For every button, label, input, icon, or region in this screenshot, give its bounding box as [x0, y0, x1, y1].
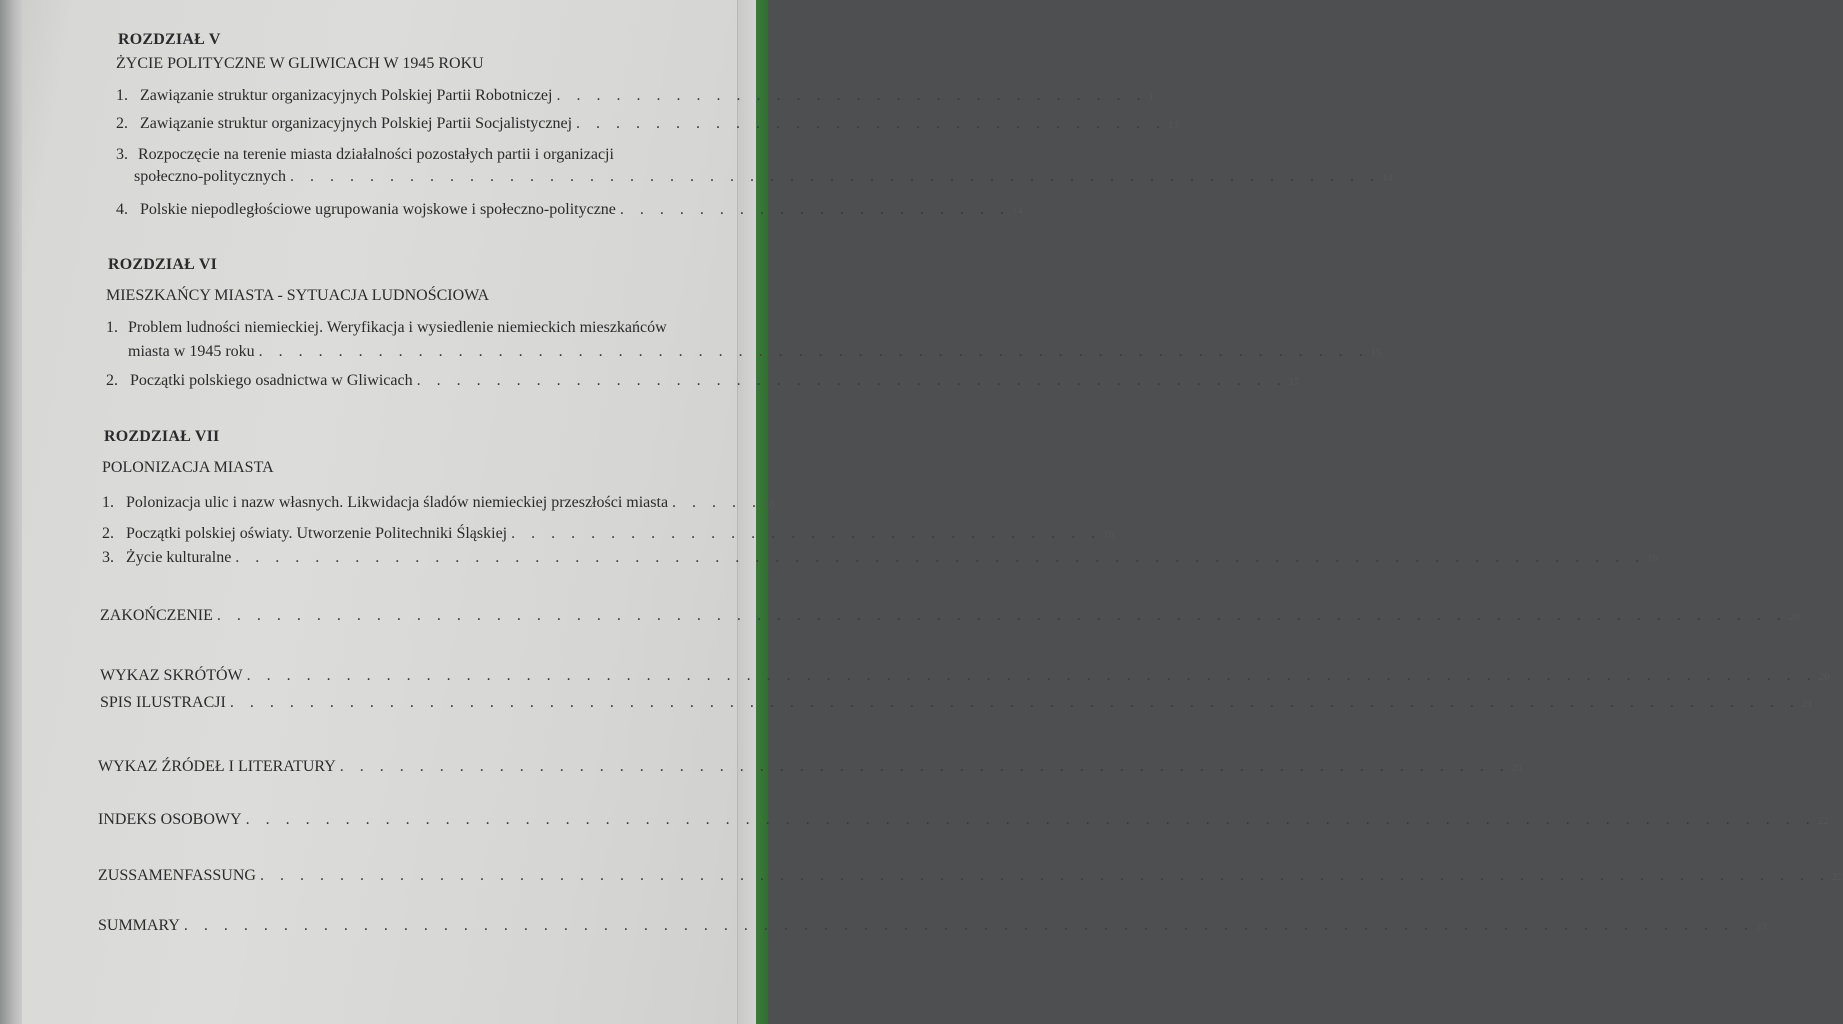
- chapter-v-heading: ROZDZIAŁ V: [118, 31, 221, 48]
- toc-entry-zakonczenie: [100, 606, 1800, 627]
- toc-entry-v-3-line2: [134, 167, 1393, 188]
- toc-entry-number: 1.: [102, 494, 114, 511]
- toc-entry-number: 3.: [116, 146, 128, 163]
- leader-dots: . . . . . . . . . . . . . . . . . . . . . . . . . . . . . . . . . . . . . . . . . . . . . . . . . . . . . . . . . . . . . . . . . . . . . . . . . . . . . . .: [229, 694, 1800, 711]
- leader-dots: . . . . . . . . . . . . . . . . . . . . . . . . . . . . . . . . . . . . . . . . . . . . . . . . . . . . . . . . . . . . . . . . . . . . . . . . . . . . . . .: [245, 811, 1816, 828]
- toc-entry-text: Zawiązanie struktur organizacyjnych Polskiej Partii Robotniczej: [140, 87, 553, 104]
- chapter-vi-title: MIESZKAŃCY MIASTA - SYTUACJA LUDNOŚCIOWA: [106, 287, 490, 304]
- toc-entry-zussamenfassung: [98, 866, 1843, 887]
- leader-dots: . . . . . . . . . . . . . . . . . . . . . . . . . . . . . . . . . . . . . . . . . . . . . . . . . . . . . . . . . . . . . . . . . . . . . . . . . . . . . . .: [216, 607, 1787, 624]
- toc-entry-text: Problem ludności niemieckiej. Weryfikacja i wysiedlenie niemieckich mieszkańców: [128, 319, 667, 336]
- toc-entry-text: SUMMARY: [98, 917, 180, 934]
- toc-entry-text: Zawiązanie struktur organizacyjnych Polskiej Partii Socjalistycznej: [140, 115, 573, 132]
- toc-entry-text: WYKAZ ŹRÓDEŁ I LITERATURY: [98, 758, 336, 775]
- toc-entry-summary: [98, 916, 1767, 937]
- toc-entry-v-3-line1: [116, 145, 614, 165]
- leader-dots: . . . . . . . . . . . . . . . . . . . . . . . . . . . . . . . . . . . . . . . . . . . . . . . . . . . . . . . .: [258, 343, 1369, 360]
- toc-entry-indeks-osobowy: [98, 810, 1829, 831]
- leader-dots: . . . . . . . . . . . . . . . . . . . .: [619, 201, 1010, 218]
- toc-entry-page: 19: [1647, 553, 1659, 565]
- leader-dots: . . . . . . . . . . . . . . . . . . . . . . . . . . . . . . . . . . . . . . . . . . . . . . . . . . . . . . . . . . . . . . . . . . . . . . . . . . . . . . .: [183, 917, 1754, 934]
- toc-entry-text: Początki polskiego osadnictwa w Gliwicach: [130, 372, 413, 389]
- toc-entry-number: 3.: [102, 549, 114, 566]
- toc-entry-vii-2: [102, 524, 1115, 545]
- toc-entry-text: Rozpoczęcie na terenie miasta działalności pozostałych partii i organizacji: [138, 146, 614, 163]
- toc-entry-page: 20: [1818, 671, 1830, 683]
- leader-dots: . . . . . . . . . . . . . . . . . . . . . . . . . . . . . . . . . . . . . . . . . . . . . . . . . . . . . . .: [289, 168, 1380, 185]
- toc-entry-v-4: [116, 200, 1023, 221]
- toc-entry-number: 1.: [106, 319, 118, 336]
- leader-dots: . . . . . . . . . . . . . . . . . . . . . . . . . . . . . . . . . . . . . . . . . . . . . . . . . . . . . . . . . . . . . . . . . . . . . . .: [235, 549, 1646, 566]
- toc-entry-page: 1:: [1148, 91, 1158, 103]
- toc-entry-text: WYKAZ SKRÓTÓW: [100, 667, 243, 684]
- leader-dots: . . . . . . . . . . . . . . . . . . . . . . . . . . . . . .: [511, 525, 1102, 542]
- toc-entry-page: 13: [1168, 119, 1180, 131]
- toc-entry-vi-1-line2: [128, 342, 1382, 363]
- toc-entry-page: 23: [1755, 921, 1767, 933]
- toc-entry-page: 15: [1370, 347, 1382, 359]
- toc-entry-number: 2.: [106, 372, 118, 389]
- toc-entry-spis-ilustracji: [100, 693, 1813, 714]
- toc-entry-vi-1-line1: [106, 318, 667, 338]
- toc-entry-wykaz-zrodel: [98, 757, 1523, 778]
- toc-entry-text: ZUSSAMENFASSUNG: [98, 867, 256, 884]
- toc-entry-wykaz-skrotow: [100, 666, 1830, 687]
- toc-entry-text: ZAKOŃCZENIE: [100, 607, 213, 624]
- toc-entry-page: 14: [1381, 172, 1393, 184]
- toc-entry-vii-1: [102, 493, 776, 514]
- toc-entry-text: Polonizacja ulic i nazw własnych. Likwidacja śladów niemieckiej przeszłości miasta: [126, 494, 669, 511]
- toc-entry-text: Polskie niepodległościowe ugrupowania wojskowe i społeczno-polityczne: [140, 201, 616, 218]
- toc-entry-v-1: [116, 86, 1158, 107]
- toc-entry-page: 21: [1511, 762, 1523, 774]
- toc-entry-page: 22: [1831, 871, 1843, 883]
- toc-entry-text: Początki polskiej oświaty. Utworzenie Politechniki Śląskiej: [126, 525, 508, 542]
- leader-dots: . . . . . . . . . . . . . . . . . . . . . . . . . . . . . . . . . . . . . . . . . . . .: [416, 372, 1287, 389]
- leader-dots: . . . . . . . . . . . . . . . . . . . . . . . . . . . . . . . . . . . . . . . . . . . . . . . . . . . . . . . . . . . . . . . . . . . . . . . . . . . . . . .: [246, 667, 1817, 684]
- toc-entry-v-2: [116, 114, 1180, 135]
- toc-entry-page: 21: [1801, 698, 1813, 710]
- leader-dots: . . . . . . . . . . . . . . . . . . . . . . . . . . . . . . . . . . . . . . . . . . . . . . . . . . . . . . . . . . .: [339, 758, 1510, 775]
- toc-entry-vii-3: [102, 548, 1659, 569]
- toc-entry-page: 17: [1288, 376, 1300, 388]
- toc-entry-number: 1.: [116, 87, 128, 104]
- page-gutter-shadow: [0, 0, 22, 1024]
- toc-entry-page: 14: [1011, 205, 1023, 217]
- toc-entry-vi-2: [106, 371, 1300, 392]
- chapter-vii-title: POLONIZACJA MIASTA: [102, 459, 274, 476]
- leader-dots: . . . . . . . . . . . . . . . . . . . . . . . . . . . . . .: [556, 87, 1147, 104]
- leader-dots: . . . . . . . . . . . . . . . . . . . . . . . . . . . . . . . . . . . . . . . . . . . . . . . . . . . . . . . . . . . . . . . . . . . . . . . . . . . . . . .: [259, 867, 1830, 884]
- toc-entry-text-continued: miasta w 1945 roku: [128, 343, 255, 360]
- leader-dots: . . . . .: [672, 494, 763, 511]
- toc-entry-text: Życie kulturalne: [126, 549, 232, 566]
- toc-entry-number: 2.: [102, 525, 114, 542]
- toc-entry-text: SPIS ILUSTRACJI: [100, 694, 226, 711]
- toc-entry-page: 22: [1817, 815, 1829, 827]
- toc-entry-number: 4.: [116, 201, 128, 218]
- toc-entry-page: 18: [1103, 529, 1115, 541]
- toc-entry-text: INDEKS OSOBOWY: [98, 811, 242, 828]
- chapter-v-title: ŻYCIE POLITYCZNE W GLIWICACH W 1945 ROKU: [116, 55, 484, 72]
- toc-entry-text-continued: społeczno-politycznych: [134, 168, 286, 185]
- chapter-vii-heading: ROZDZIAŁ VII: [104, 428, 220, 445]
- chapter-vi-heading: ROZDZIAŁ VI: [108, 256, 218, 273]
- toc-entry-page: 18: [764, 498, 776, 510]
- leader-dots: . . . . . . . . . . . . . . . . . . . . . . . . . . . . . .: [576, 115, 1167, 132]
- toc-entry-page: 20: [1788, 611, 1800, 623]
- toc-entry-number: 2.: [116, 115, 128, 132]
